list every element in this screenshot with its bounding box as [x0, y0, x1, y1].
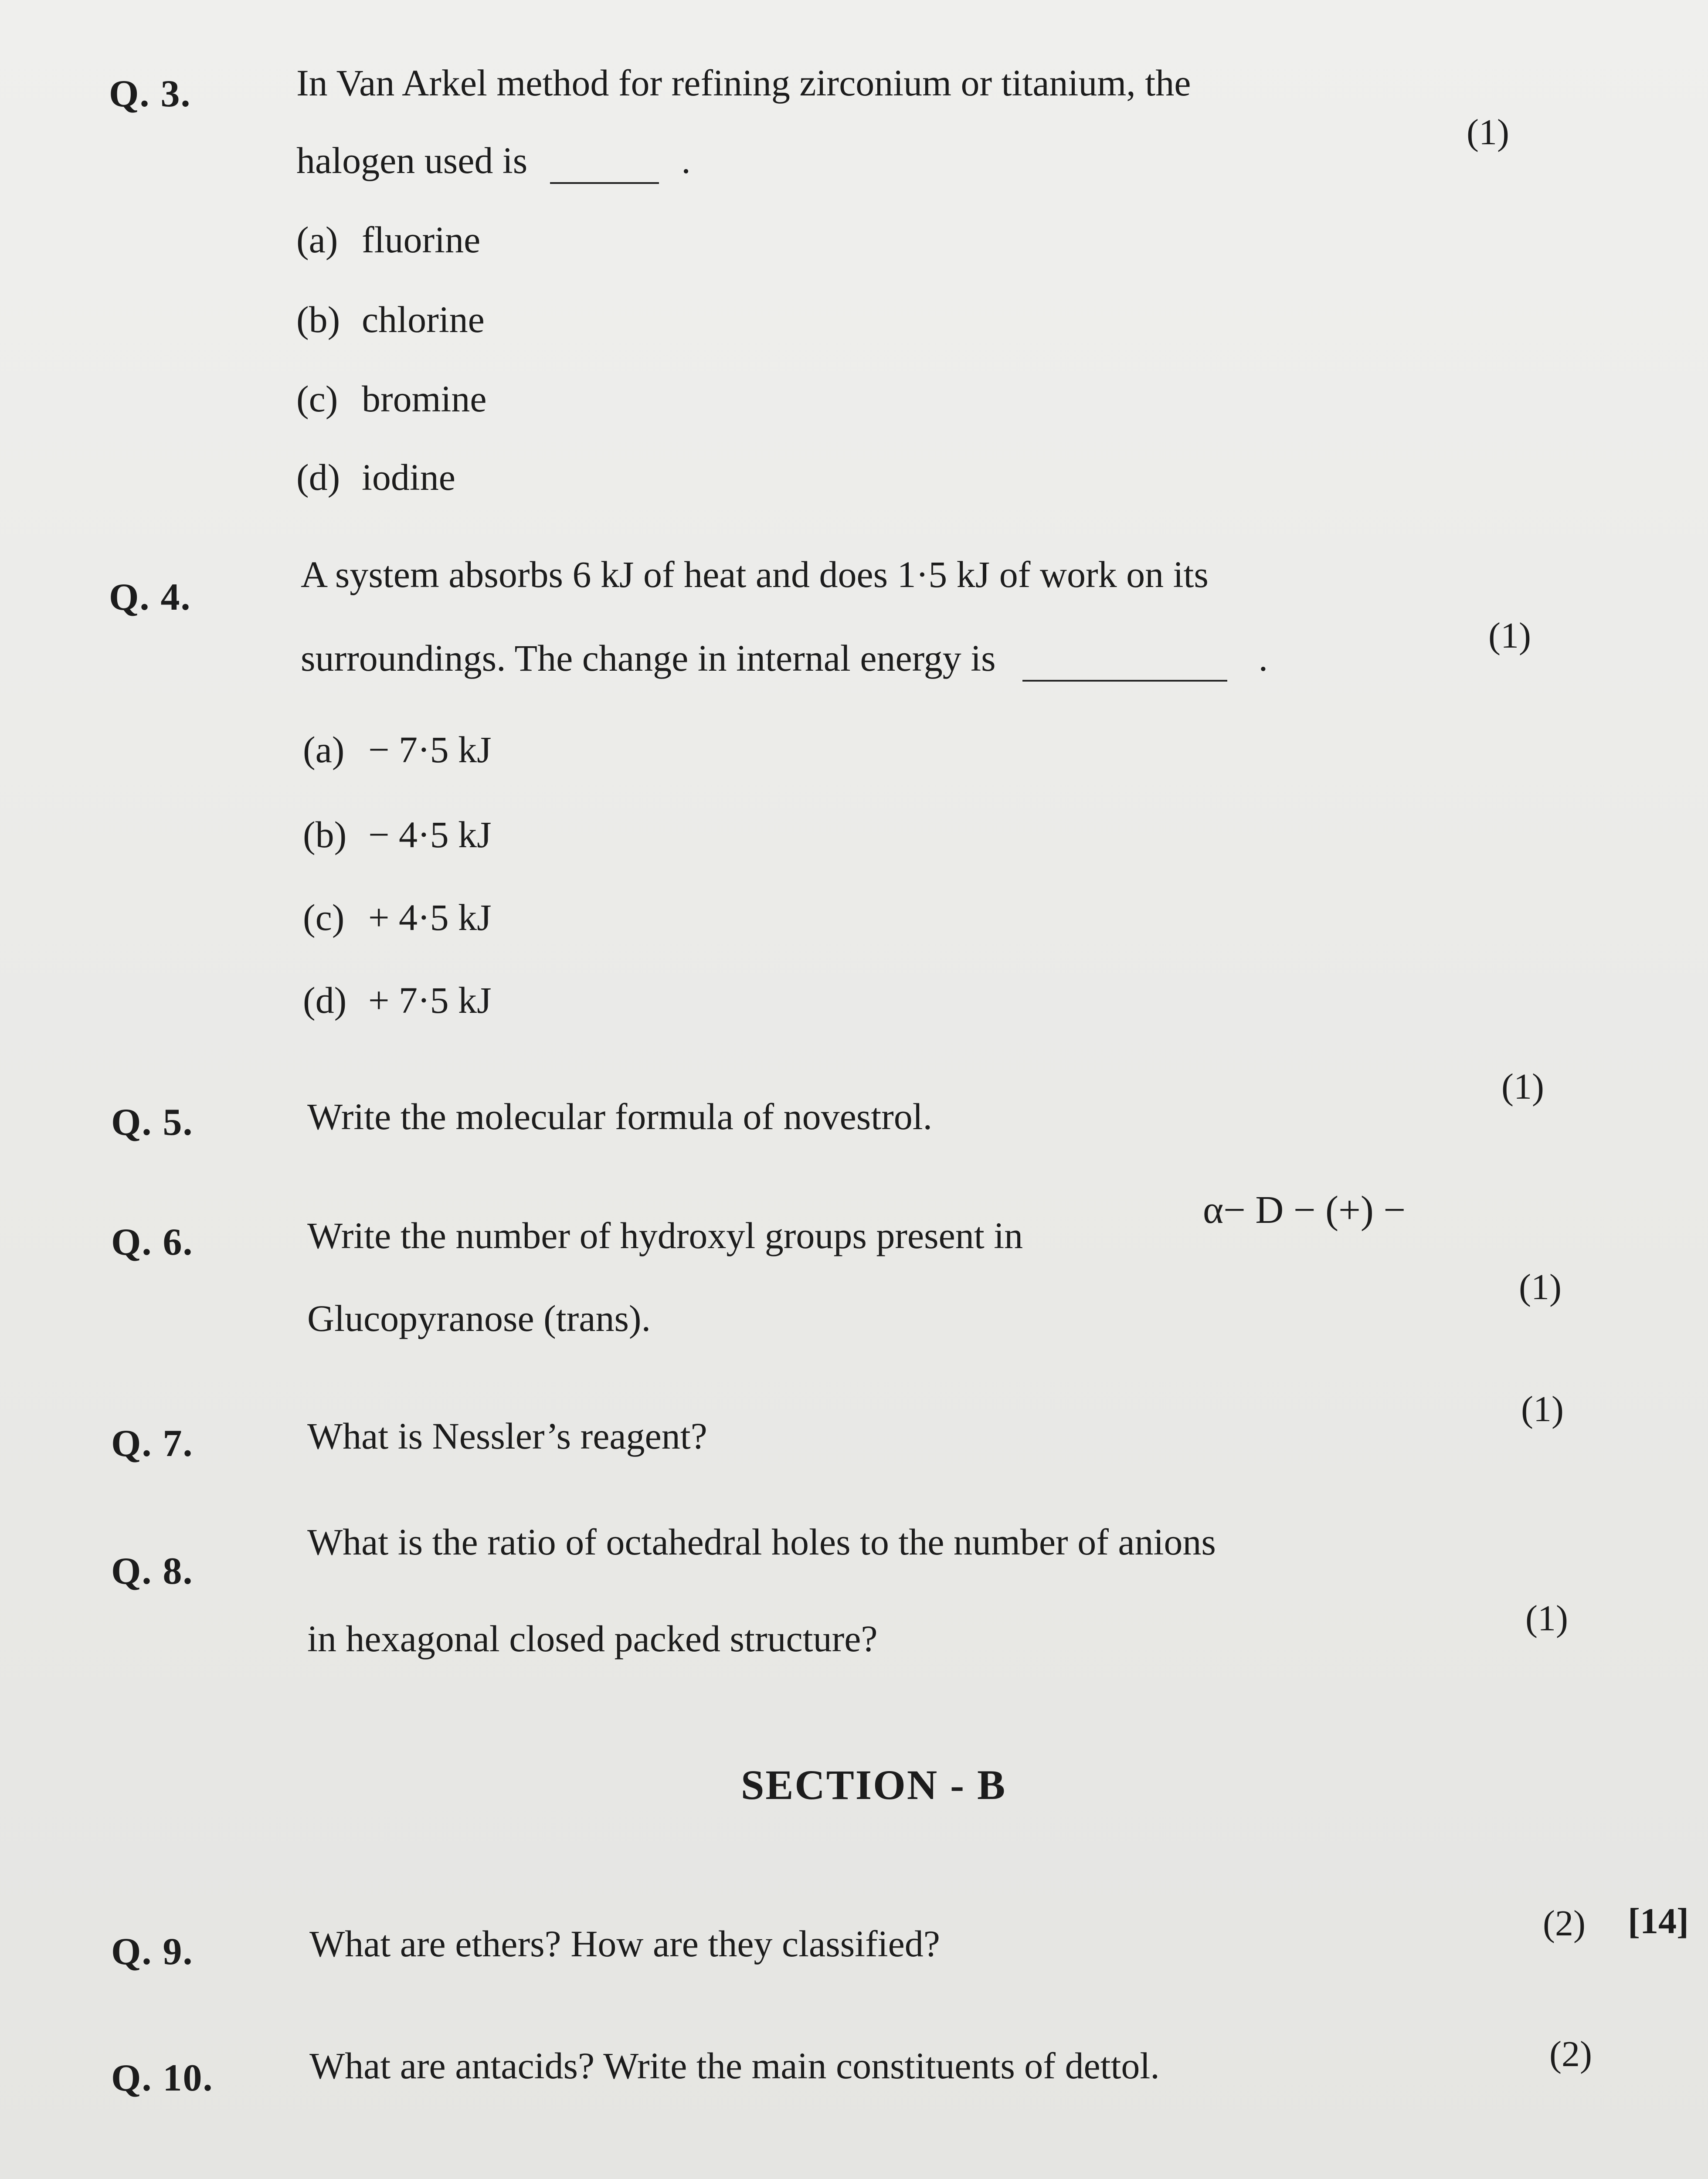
q9-marks: (2) [1543, 1903, 1586, 1944]
q6-formula: α− D − (+) − [1203, 1188, 1406, 1232]
q3-blank [550, 139, 659, 184]
q6-number: Q. 6. [111, 1221, 194, 1263]
q4-option-d [303, 978, 492, 1022]
q7-marks: (1) [1521, 1389, 1564, 1429]
q3-option-c-letter: (c) [296, 378, 338, 420]
q3-option-d-letter: (d) [296, 456, 340, 498]
q3-option-c-text: bromine [362, 378, 487, 420]
q10-text: What are antacids? Write the main constituents of dettol. [309, 2045, 1160, 2087]
q4-blank [1022, 636, 1227, 682]
q4-option-a-text: − 7·5 kJ [368, 729, 492, 770]
q4-option-a [303, 728, 492, 771]
q3-marks: (1) [1467, 112, 1509, 153]
q10-number: Q. 10. [111, 2057, 214, 2099]
q10-marks: (2) [1549, 2034, 1592, 2074]
q4-option-b-letter: (b) [303, 814, 347, 855]
q7-number: Q. 7. [111, 1422, 194, 1465]
q4-option-c-text: + 4·5 kJ [368, 896, 492, 938]
q4-option-c-letter: (c) [303, 896, 345, 938]
q3-option-a-letter: (a) [296, 219, 338, 261]
q8-marks: (1) [1525, 1598, 1568, 1639]
q3-line2 [296, 139, 691, 184]
q8-line2: in hexagonal closed packed structure? [307, 1618, 878, 1660]
q3-option-a-text: fluorine [362, 219, 481, 261]
q4-option-d-letter: (d) [303, 979, 347, 1021]
q4-option-a-letter: (a) [303, 729, 345, 770]
q5-number: Q. 5. [111, 1101, 194, 1144]
q3-number: Q. 3. [109, 73, 191, 115]
q3-line2-text: halogen used is [296, 139, 528, 181]
q9-text: What are ethers? How are they classified? [309, 1923, 940, 1965]
q8-line1: What is the ratio of octahedral holes to the number of anions [307, 1521, 1216, 1563]
q4-end: . [1258, 637, 1268, 679]
q9-total-marks: [14] [1628, 1901, 1689, 1941]
q6-line2: Glucopyranose (trans). [307, 1297, 651, 1339]
q4-option-d-text: + 7·5 kJ [368, 979, 492, 1021]
q4-marks: (1) [1488, 615, 1531, 656]
q4-line1: A system absorbs 6 kJ of heat and does 1·5 kJ of work on its [301, 553, 1209, 595]
q3-line1: In Van Arkel method for refining zirconium or titanium, the [296, 62, 1191, 104]
section-b-heading: SECTION - B [741, 1762, 1007, 1808]
q5-marks: (1) [1501, 1066, 1544, 1107]
q9-number: Q. 9. [111, 1931, 194, 1973]
q4-line2-text: surroundings. The change in internal energy is [301, 637, 996, 679]
q7-text: What is Nessler’s reagent? [307, 1415, 707, 1457]
q5-text: Write the molecular formula of novestrol. [307, 1096, 933, 1137]
q6-line1: Write the number of hydroxyl groups present in [307, 1215, 1023, 1256]
q3-option-b [296, 298, 485, 341]
q3-option-b-letter: (b) [296, 299, 340, 340]
q3-option-c [296, 377, 487, 421]
q3-option-d [296, 455, 455, 499]
q4-number: Q. 4. [109, 576, 191, 618]
q6-marks: (1) [1519, 1267, 1562, 1307]
q4-option-b [303, 813, 492, 856]
q4-line2 [301, 636, 1268, 682]
q4-option-b-text: − 4·5 kJ [368, 814, 492, 855]
q3-end: . [681, 139, 691, 181]
q3-option-d-text: iodine [362, 456, 455, 498]
q4-option-c [303, 896, 492, 939]
q3-option-b-text: chlorine [362, 299, 485, 340]
q3-option-a [296, 218, 480, 261]
q8-number: Q. 8. [111, 1550, 194, 1592]
